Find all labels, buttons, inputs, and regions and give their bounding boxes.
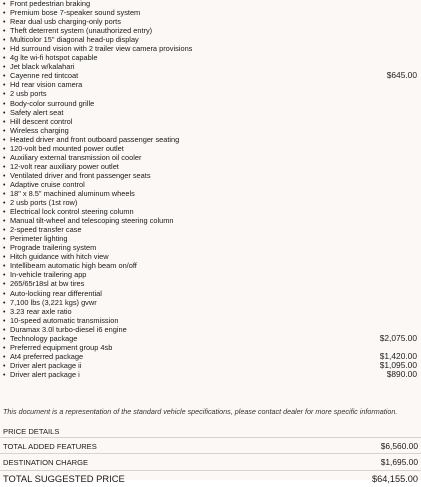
feature-name: Hd rear vision camera <box>10 80 83 90</box>
bullet-icon: • <box>3 163 6 171</box>
total-added-features-row <box>0 437 421 454</box>
bullet-icon: • <box>3 28 6 36</box>
bullet-icon: • <box>3 254 6 262</box>
feature-list-item <box>3 325 420 334</box>
feature-name: Hill descent control <box>10 116 73 126</box>
feature-name: At4 preferred package <box>10 351 84 361</box>
feature-name: Ventilated driver and front passenger seats <box>10 170 151 180</box>
feature-name: In-vehicle trailering app <box>10 270 87 280</box>
bullet-icon: • <box>3 263 6 271</box>
feature-price: $645.00 <box>386 70 417 81</box>
bullet-icon: • <box>3 127 6 135</box>
feature-list-item <box>3 8 420 17</box>
feature-list-item <box>3 334 420 343</box>
feature-list-item <box>3 307 420 316</box>
feature-price: $2,075.00 <box>379 332 417 343</box>
total-suggested-price-row <box>0 471 421 487</box>
bullet-icon: • <box>3 317 6 325</box>
feature-name: Adaptive cruise control <box>10 179 85 189</box>
feature-name: Auxiliary external transmission oil cooler <box>10 152 142 162</box>
feature-list-item <box>3 89 420 98</box>
total-added-features-label: TOTAL ADDED FEATURES <box>3 442 97 451</box>
bullet-icon: • <box>3 10 6 18</box>
feature-name: 120-volt bed mounted power outlet <box>10 143 124 153</box>
bullet-icon: • <box>3 100 6 108</box>
bullet-icon: • <box>3 19 6 27</box>
feature-name: 265/65r18sl at bw tires <box>10 279 85 289</box>
bullet-icon: • <box>3 245 6 253</box>
feature-name: Theft deterrent system (unauthorized entry) <box>10 26 153 36</box>
feature-name: Safety alert seat <box>10 107 64 117</box>
bullet-icon: • <box>3 308 6 316</box>
feature-name: Auto-locking rear differential <box>10 288 102 298</box>
feature-list-item <box>3 162 420 171</box>
destination-charge-value: $1,695.00 <box>380 457 418 467</box>
feature-list-item <box>3 44 420 53</box>
bullet-icon: • <box>3 281 6 289</box>
bullet-icon: • <box>3 190 6 198</box>
price-details-section <box>0 427 421 487</box>
feature-list-item <box>3 17 420 26</box>
feature-list-item <box>3 198 420 207</box>
feature-name: Perimeter lighting <box>10 234 68 244</box>
bullet-icon: • <box>3 227 6 235</box>
feature-list-item <box>3 352 420 361</box>
feature-name: Preferred equipment group 4sb <box>10 342 113 352</box>
feature-name: Intellibeam automatic high beam on/off <box>10 261 137 271</box>
bullet-icon: • <box>3 353 6 361</box>
feature-name: Wireless charging <box>10 125 69 135</box>
bullet-icon: • <box>3 371 6 379</box>
bullet-icon: • <box>3 236 6 244</box>
price-details-header: PRICE DETAILS <box>3 427 60 436</box>
feature-list-item <box>3 71 420 80</box>
feature-name: 7,100 lbs (3,221 kgs) gvwr <box>10 297 97 307</box>
feature-list-item <box>3 53 420 62</box>
bullet-icon: • <box>3 172 6 180</box>
feature-list-item <box>3 189 420 198</box>
bullet-icon: • <box>3 326 6 334</box>
feature-name: Driver alert package ii <box>10 360 82 370</box>
feature-name: 2 usb ports <box>10 89 47 99</box>
feature-name: Prograde trailering system <box>10 243 97 253</box>
total-suggested-price-value: $64,155.00 <box>372 474 418 484</box>
bullet-icon: • <box>3 46 6 54</box>
feature-price: $1,420.00 <box>379 350 417 361</box>
feature-name: Body-color surround grille <box>10 98 95 108</box>
feature-name: Rear dual usb charging-only ports <box>10 17 121 27</box>
feature-list-item <box>3 370 420 379</box>
bullet-icon: • <box>3 136 6 144</box>
feature-list-item <box>3 289 420 298</box>
feature-name: Hd surround vision with 2 trailer view camera provisions <box>10 44 193 54</box>
feature-list-item <box>3 316 420 325</box>
bullet-icon: • <box>3 209 6 217</box>
feature-name: 2-speed transfer case <box>10 225 82 235</box>
feature-list-item <box>3 35 420 44</box>
feature-name: Driver alert package i <box>10 369 80 379</box>
feature-list-item <box>3 0 420 8</box>
feature-list-item <box>3 361 420 370</box>
feature-list-item <box>3 216 420 225</box>
feature-list-item <box>3 171 420 180</box>
bullet-icon: • <box>3 299 6 307</box>
total-suggested-price-label: TOTAL SUGGESTED PRICE <box>3 473 125 484</box>
feature-name: Jet black w/kalahari <box>10 62 75 72</box>
feature-name: Electrical lock control steering column <box>10 207 134 217</box>
feature-name: Multicolor 15" diagonal head-up display <box>10 35 139 45</box>
bullet-icon: • <box>3 272 6 280</box>
feature-list-item <box>3 126 420 135</box>
feature-list-item <box>3 144 420 153</box>
bullet-icon: • <box>3 344 6 352</box>
feature-name: Technology package <box>10 333 78 343</box>
feature-list-item <box>3 153 420 162</box>
feature-list-item <box>3 180 420 189</box>
feature-name: Duramax 3.0l turbo-diesel i6 engine <box>10 324 127 334</box>
feature-list-item <box>3 270 420 279</box>
bullet-icon: • <box>3 200 6 208</box>
bullet-icon: • <box>3 37 6 45</box>
feature-list-item <box>3 117 420 126</box>
feature-name: 4g lte wi-fi hotspot capable <box>10 53 98 63</box>
feature-price: $890.00 <box>386 368 417 379</box>
feature-name: Manual tilt-wheel and telescoping steering column <box>10 216 174 226</box>
feature-list-item <box>3 108 420 117</box>
feature-list-item <box>3 279 420 288</box>
bullet-icon: • <box>3 109 6 117</box>
bullet-icon: • <box>3 82 6 90</box>
bullet-icon: • <box>3 91 6 99</box>
feature-name: 10-speed automatic transmission <box>10 315 119 325</box>
feature-list-item <box>3 225 420 234</box>
destination-charge-label: DESTINATION CHARGE <box>3 458 89 467</box>
feature-list-item <box>3 343 420 352</box>
feature-list-item <box>3 99 420 108</box>
feature-list-item <box>3 207 420 216</box>
feature-list-item <box>3 298 420 307</box>
bullet-icon: • <box>3 362 6 370</box>
feature-name: 2 usb ports (1st row) <box>10 198 78 208</box>
feature-list-item <box>3 252 420 261</box>
feature-list-item <box>3 243 420 252</box>
bullet-icon: • <box>3 290 6 298</box>
bullet-icon: • <box>3 335 6 343</box>
feature-name: Hitch guidance with hitch view <box>10 252 109 262</box>
bullet-icon: • <box>3 1 6 8</box>
disclaimer-text: This document is a representation of the standard vehicle specifications, please contact dealer for more specific information. <box>3 407 398 416</box>
bullet-icon: • <box>3 73 6 81</box>
feature-list-item <box>3 62 420 71</box>
bullet-icon: • <box>3 118 6 126</box>
feature-name: 12-volt rear auxiliary power outlet <box>10 161 119 171</box>
feature-name: Premium bose 7-speaker sound system <box>10 8 141 18</box>
feature-name: 18" x 8.5" machined aluminum wheels <box>10 188 135 198</box>
bullet-icon: • <box>3 218 6 226</box>
feature-name: Cayenne red tintcoat <box>10 71 79 81</box>
bullet-icon: • <box>3 55 6 63</box>
feature-name: 3.23 rear axle ratio <box>10 306 72 316</box>
bullet-icon: • <box>3 181 6 189</box>
bullet-icon: • <box>3 145 6 153</box>
bullet-icon: • <box>3 64 6 72</box>
bullet-icon: • <box>3 154 6 162</box>
feature-list-item <box>3 80 420 89</box>
feature-name: Heated driver and front outboard passenger seating <box>10 134 180 144</box>
feature-list-item <box>3 26 420 35</box>
feature-name: Front pedestrian braking <box>10 0 91 8</box>
feature-list <box>3 0 420 379</box>
feature-list-item <box>3 234 420 243</box>
total-added-features-value: $6,560.00 <box>380 441 418 451</box>
destination-charge-row <box>0 454 421 471</box>
feature-list-item <box>3 135 420 144</box>
feature-list-item <box>3 261 420 270</box>
feature-price: $1,095.00 <box>379 359 417 370</box>
